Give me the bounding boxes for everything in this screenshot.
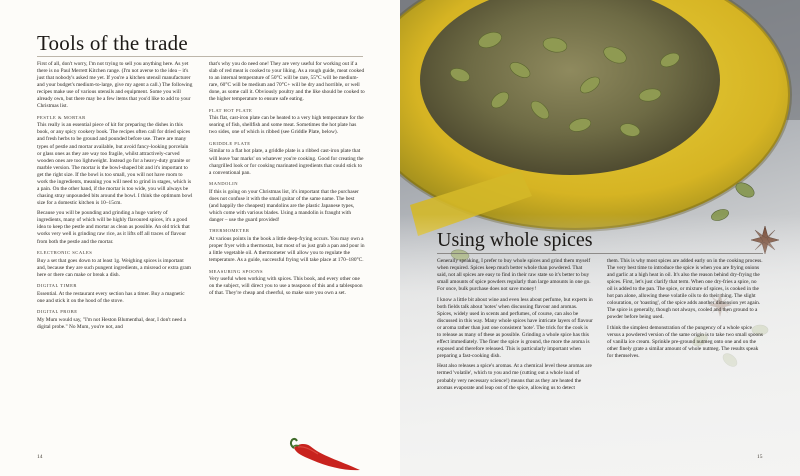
page-title: Tools of the trade xyxy=(37,31,188,55)
page-number-right: 15 xyxy=(757,454,763,460)
griddle-paragraph: Similar to a flat hot plate, a griddle plate is a ribbed cast-iron plate that will leave 'bar marks' on whatever you're cooking. Good for creating the chargrilled look or for cooking marinated ingredients that could stick to a conventional pan. xyxy=(209,148,364,176)
heading-electronic-scales: ELECTRONIC SCALES xyxy=(37,249,93,255)
intro-paragraph: First of all, don't worry, I'm not trying to sell you anything here. As yet there is no Paul Merrett Kitchen range. (I'm not averse to the idea – it's just that nobody's asked me yet. If you're a kitchen utensil manufacturer and your budget's medium-to-large, give my agent a call.) The following recipes make use of various utensils and equipment. Some you will already own, but there may be a few items that you'd like to add to your Christmas list. xyxy=(37,61,193,110)
pestle-paragraph-2: Because you will be pounding and grinding a huge variety of ingredients, many of which will be highly flavoured spices, it's a good idea to keep the pestle and mortar as clean as possible. An old trick that works very well is grinding raw rice, as it lifts off all traces of flavour from both the pestle and the mortar. xyxy=(37,210,190,245)
spoons-paragraph: Very useful when working with spices. This book, and every other one on the subject, will direct you to use a teaspoon of this and a tablespoon of that. They're cheap and cheerful, so make sure you own a set. xyxy=(209,276,363,297)
red-chilli-illustration xyxy=(288,434,364,474)
spices-paragraph-1: Generally speaking, I prefer to buy whole spices and grind them myself when required. Spices keep much better whole than powdered. That said, not all spices are easy to find in their raw state so it's better to buy small amounts of spice powders regularly than large amounts in one go. For once, bulk purchase does not save money! xyxy=(437,258,591,293)
spices-paragraph-3: Heat also releases a spice's aromas. At a chemical level these aromas are termed 'volatile', which to you and me (cutting out a whole load of probably very necessary science!) means that as they are heated the aromas evaporate and leap out of the spice, allowing us to detect xyxy=(437,363,592,391)
section-title-whole-spices: Using whole spices xyxy=(437,229,593,251)
page-number-left: 14 xyxy=(37,454,43,460)
text-column-3 xyxy=(437,258,593,395)
spices-paragraph-4: them. This is why most spices are added early on in the cooking process. The very best time to introduce the spice is when you are frying onions and garlic at a high heat in oil. It's also the reason behind dry-frying the spices. First, let's just clarify that term. When one dry-fries a spice, no oil is added to the pan. The spice, or mixture of spices, is cooked in the hot pan alone, allowing these volatile oils to do their thing. The slight colouration, or 'toasting', of the spice adds another dimension yet again. The spice is generally, though not always, cooled and then ground to a powder before being used. xyxy=(607,258,763,321)
title-rule xyxy=(37,56,363,57)
heading-mandolin: MANDOLIN xyxy=(209,181,239,187)
thermometer-paragraph: At various points in the book a little deep-frying occurs. You may own a proper fryer with a thermostat, but most of us just grab a pan and pour in a little vegetable oil. A thermometer will allow you to regulate the temperature. As a guide, successful frying will take place at 170–180°C. xyxy=(209,235,365,264)
heading-digital-probe: DIGITAL PROBE xyxy=(37,309,78,315)
heading-flat-hot-plate: FLAT HOT PLATE xyxy=(209,107,253,113)
mandolin-paragraph: If this is going on your Christmas list, it's important that the purchaser does not confuse it with the small guitar of the same name. The best (and happily the cheapest) mandolins are the plastic Japanese types, which come with various blades. Using a mandolin is fraught with danger – use the guard provided! xyxy=(209,188,359,223)
text-column-2 xyxy=(209,61,365,301)
text-column-4 xyxy=(607,258,763,363)
text-column-1 xyxy=(37,61,193,334)
section-title-rule xyxy=(437,253,763,254)
scales-paragraph: Buy a set that goes down to at least 1g. Weighing spices is important and, because they are such pungent ingredients, a misread or extra gram here or there can make or break a dish. xyxy=(37,257,191,278)
flat-plate-paragraph: This flat, cast-iron plate can be heated to a very high temperature for the searing of fish, shellfish and some meat. Sometimes the hot plate has two sides, one of which is ribbed (see Griddle Plate, below). xyxy=(209,115,364,136)
heading-digital-timer: DIGITAL TIMER xyxy=(37,283,77,289)
heading-thermometer: THERMOMETER xyxy=(209,228,250,234)
pestle-paragraph-1: This really is an essential piece of kit for preparing the dishes in this book, or any spicy cookery book. The recipes often call for dried spices and fresh herbs to be ground and pounded before use. There are many types of pestle and mortar available, but avoid fancy-looking porcelain or glass ones as they are way too fragile, whilst attractively-carved wooden ones are too lightweight. Instead go for a heavy-duty granite or marble version. The mortar is the bowl-shaped bit and it's important to get the right size. If the bowl is too small, you will not have room to work the ingredients, meaning you will need to grind in stages, which is a pain. On the other hand, if the mortar is too wide, you will always be chasing stray unpounded bits around the bowl. I think the optimum bowl size for a domestic kitchen is 10–15cm. xyxy=(37,122,193,206)
probe-paragraph: My Mum would say, "I'm not Heston Blumenthal, dear, I don't need a digital probe." No Mum, you're not, and xyxy=(37,316,186,330)
heading-griddle-plate: GRIDDLE PLATE xyxy=(209,140,251,146)
probe-continued-paragraph: that's why you do need one! They are very useful for working out if a slab of red meat is cooked to your liking. As a rough guide, meat cooked to an internal temperature of 50°C will be rare, 55°C will be medium-rare, 60°C will be medium and 70°C+ will be dry and horrible, or well done, as some call it. Obviously poultry and the like should be cooked to the higher temperature to ensure safe eating. xyxy=(209,61,365,103)
timer-paragraph: Essential. At the restaurant every section has a timer. Buy a magnetic one and stick it on the hood of the stove. xyxy=(37,290,185,304)
heading-pestle-mortar: PESTLE & MORTAR xyxy=(37,114,86,120)
spices-paragraph-5: I think the simplest demonstration of the pungency of a whole spice versus a powdered version of the same origin is to take two small spoons of vanilla ice cream. Sprinkle pre-ground nutmeg onto one and on the other finely grate a similar amount of whole nutmeg. The results speak for themselves. xyxy=(607,324,763,359)
heading-measuring-spoons: MEASURING SPOONS xyxy=(209,268,264,274)
spices-paragraph-2: I know a little bit about wine and even less about perfume, but experts in both fields talk about 'notes' when discussing flavour and aromas. Spices, widely used in scents and perfumes, of course, can also be discussed in this way. Many whole spices have intricate layers of flavour or aroma rather than just one consistent 'note'. The trick for the cook is to release as many of these as possible. Grinding a whole spice has this effect immediately. The finer the spice is ground, the more the aroma is exposed and therefore released. This is particularly important when preparing a fast-cooking dish. xyxy=(437,296,593,359)
